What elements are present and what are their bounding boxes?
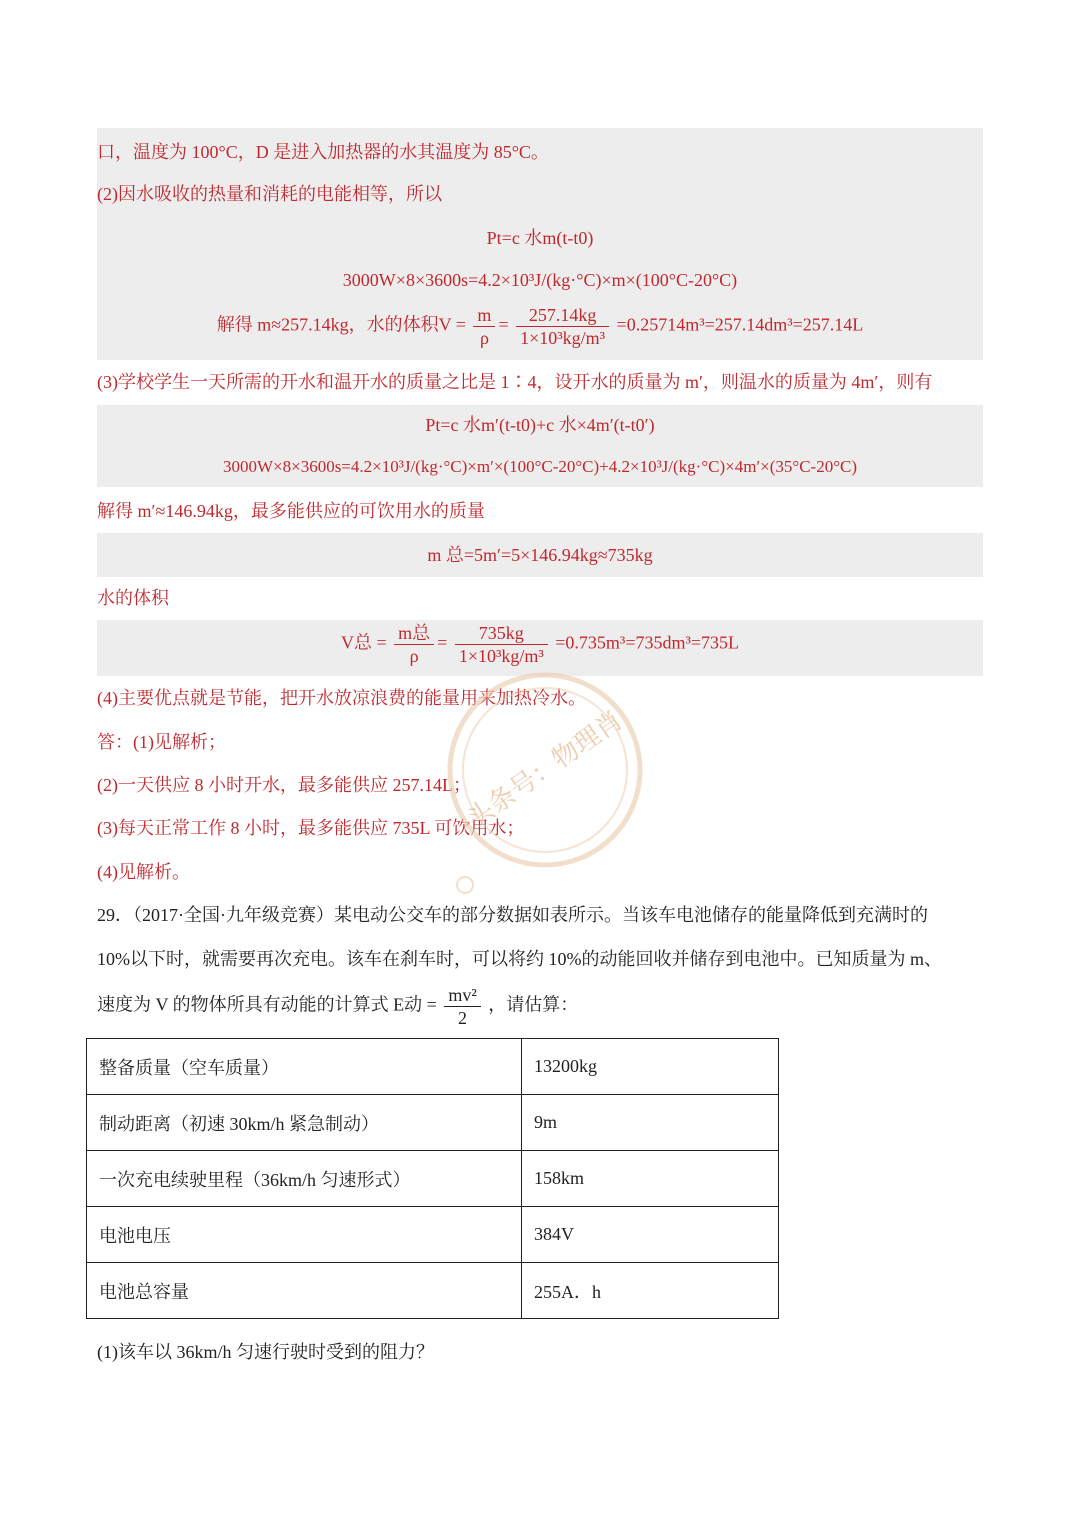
question-text: (1)该车以 36km/h 匀速行驶时受到的阻力？ [97,1342,434,1362]
text-line: 口，温度为 100°C，D 是进入加热器的水其温度为 85°C。 [97,142,549,162]
equation: 3000W×8×3600s=4.2×10³J/(kg·°C)×m′×(100°C-20°C)+4.2×10³J/(kg·°C)×4m′×(35°C-20°C) [222,457,858,476]
denominator: ρ [479,328,489,348]
q-text: 速度为 V 的物体所具有动能的计算式 E动 = [97,994,437,1015]
table-row [87,1095,779,1151]
fraction [455,622,548,667]
fraction [473,304,495,349]
eq-text: V总 = [340,632,387,653]
equation: 3000W×8×3600s=4.2×10³J/(kg·°C)×m×(100°C-20°C) [342,270,738,290]
table-cell-label: 整备质量（空车质量） [87,1039,522,1095]
table-cell-label: 电池总容量 [87,1263,522,1319]
table-cell-value: 255A．h [522,1263,779,1319]
text-line: (4)见解析。 [97,862,190,882]
fraction [516,304,609,349]
question-text: 10%以下时，就需要再次充电。该车在刹车时，可以将约 10%的动能回收并储存到电池中。已知质量为 m、 [97,949,942,969]
numerator: m [473,304,495,327]
text-line: 答：(1)见解析； [97,732,226,752]
equation-fraction: V总 = $\frac{\text{m总}}{\rho}$ = $\frac{735kg}{\text{1×10³kg/m³}}$ =0.735m³=735dm³=735L [340,623,740,666]
eq-text: 解得 m≈257.14kg，水的体积V = [216,314,466,335]
watermark-text: 头条号：物理肖 [461,705,629,835]
equation: m 总=5m′=5×146.94kg≈735kg [427,545,653,565]
table-row [87,1151,779,1207]
denominator: 1×10³kg/m³ [458,646,544,666]
question-text: 29．（2017·全国·九年级竞赛）某电动公交车的部分数据如表所示。当该车电池储存的能量降低到充满时的 [97,905,928,925]
denominator: ρ [409,646,419,666]
data-table [86,1038,779,1319]
table-cell-value: 9m [522,1095,779,1151]
equation-fraction: 解得 m≈257.14kg，水的体积V = $\frac{m}{\rho}$ = $\frac{257.14kg}{\text{1×10³kg/m³}}$ =0.25714m³=257.14dm³=257.14L [216,305,864,348]
fraction [394,622,434,667]
table-cell-value: 13200kg [522,1039,779,1095]
eq-text: =0.735m³=735dm³=735L [555,632,740,653]
table-row [87,1207,779,1263]
table-cell-value: 158km [522,1151,779,1207]
fraction [444,984,480,1029]
equation: Pt=c 水m(t-t0) [486,228,594,248]
denominator: 1×10³kg/m³ [520,328,606,348]
numerator: 735kg [455,622,548,645]
question-text [97,984,578,1029]
table-cell-value: 384V [522,1207,779,1263]
text-line: (4)主要优点就是节能，把开水放凉浪费的能量用来加热冷水。 [97,688,586,708]
numerator: m总 [394,622,434,645]
denominator: 2 [458,1008,468,1028]
eq-text: =0.25714m³=257.14dm³=257.14L [616,314,864,335]
table-row [87,1039,779,1095]
text-line: 解得 m′≈146.94kg，最多能供应的可饮用水的质量 [97,501,485,521]
text-line: (2)因水吸收的热量和消耗的电能相等，所以 [97,184,442,204]
table-cell-label: 电池电压 [87,1207,522,1263]
numerator: 257.14kg [516,304,609,327]
text-line: (3)学校学生一天所需的开水和温开水的质量之比是 1∶4，设开水的质量为 m′，则温水的质量为 4m′，则有 [97,372,933,392]
table-row [87,1263,779,1319]
numerator: mv² [444,984,480,1007]
table-cell-label: 制动距离（初速 30km/h 紧急制动） [87,1095,522,1151]
q-text: ，请估算： [488,994,579,1015]
text-line: (3)每天正常工作 8 小时，最多能供应 735L 可饮用水； [97,818,525,838]
equation: Pt=c 水m′(t-t0)+c 水×4m′(t-t0′) [425,415,655,435]
text-line: 水的体积 [97,588,169,608]
table-cell-label: 一次充电续驶里程（36km/h 匀速形式） [87,1151,522,1207]
text-line: (2)一天供应 8 小时开水，最多能供应 257.14L； [97,775,471,795]
